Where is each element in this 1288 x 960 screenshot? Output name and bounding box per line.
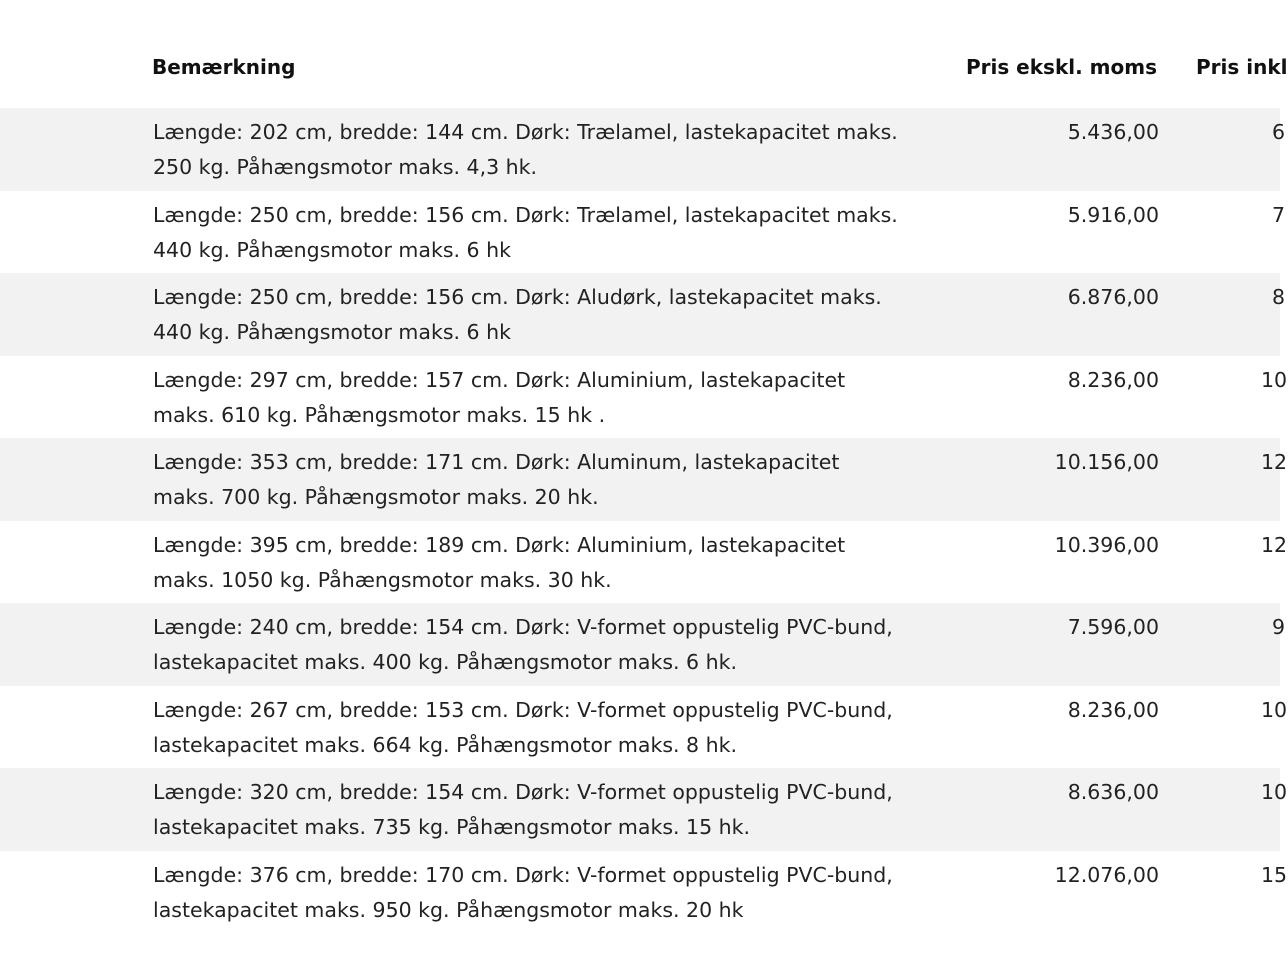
row-remark-line: lastekapacitet maks. 735 kg. Påhængsmotor maks. 15 hk. [153,815,751,839]
row-remark-line: Længde: 297 cm, bredde: 157 cm. Dørk: Aluminium, lastekapacitet [153,367,846,392]
row-remark-line: lastekapacitet maks. 400 kg. Påhængsmotor maks. 6 hk. [153,650,737,674]
row-remark-line: Længde: 376 cm, bredde: 170 cm. Dørk: V-formet oppustelig PVC-bund, [153,862,893,887]
row-remark [153,858,953,928]
table-row [0,686,1288,769]
column-header-price-incl: Pris inkl [1196,55,1288,79]
table-row [0,273,1286,356]
row-remark [153,198,953,268]
table-row [0,438,1288,521]
row-remark-line: Længde: 250 cm, bredde: 156 cm. Dørk: Aludørk, lastekapacitet maks. [153,285,882,309]
row-remark [153,280,953,350]
row-price-incl: 10 [1261,697,1288,722]
row-price-incl: 12 [1261,532,1288,557]
row-remark-line: 250 kg. Påhængsmotor maks. 4,3 hk. [153,155,538,179]
row-price-excl: 8.636,00 [1067,780,1159,804]
row-remark [153,528,953,598]
table-row [0,356,1288,439]
row-remark-line: Længde: 395 cm, bredde: 189 cm. Dørk: Aluminium, lastekapacitet [153,532,846,557]
column-header-remark: Bemærkning [152,55,296,79]
row-price-incl: 8 [1272,285,1286,309]
row-price-incl: 10 [1261,367,1288,392]
row-remark-line: 440 kg. Påhængsmotor maks. 6 hk [153,320,511,344]
table-row [0,108,1286,191]
row-price-excl: 8.236,00 [1067,367,1159,392]
table-row [0,603,1286,686]
row-price-excl: 5.916,00 [1067,202,1159,227]
row-remark [153,445,953,515]
table-row [0,768,1288,851]
row-price-incl: 12 [1261,450,1288,474]
row-remark-line: maks. 1050 kg. Påhængsmotor maks. 30 hk. [153,567,612,592]
row-remark-line: Længde: 320 cm, bredde: 154 cm. Dørk: V-formet oppustelig PVC-bund, [153,780,893,804]
row-remark-line: Længde: 240 cm, bredde: 154 cm. Dørk: V-formet oppustelig PVC-bund, [153,615,893,639]
row-price-incl: 7 [1272,202,1286,227]
row-remark-line: maks. 610 kg. Påhængsmotor maks. 15 hk . [153,402,606,427]
row-price-incl: 6 [1272,120,1286,144]
row-remark [153,693,953,763]
row-price-incl: 9 [1272,615,1286,639]
table-row [0,521,1288,604]
row-remark-line: lastekapacitet maks. 664 kg. Påhængsmotor maks. 8 hk. [153,732,737,757]
row-remark-line: maks. 700 kg. Påhængsmotor maks. 20 hk. [153,485,599,509]
table-header [0,0,1288,108]
row-price-excl: 7.596,00 [1067,615,1159,639]
row-remark [153,610,953,680]
row-remark [153,363,953,433]
row-remark-line: Længde: 353 cm, bredde: 171 cm. Dørk: Aluminum, lastekapacitet [153,450,840,474]
row-price-incl: 10 [1261,780,1288,804]
row-remark-line: Længde: 202 cm, bredde: 144 cm. Dørk: Trælamel, lastekapacitet maks. [153,120,898,144]
row-remark [153,115,953,185]
table-row [0,851,1288,934]
row-remark-line: lastekapacitet maks. 950 kg. Påhængsmotor maks. 20 hk [153,897,744,922]
table-row [0,191,1286,274]
column-header-price-excl: Pris ekskl. moms [965,55,1157,79]
row-price-excl: 6.876,00 [1067,285,1159,309]
row-price-excl: 5.436,00 [1067,120,1159,144]
row-remark-line: 440 kg. Påhængsmotor maks. 6 hk [153,237,511,262]
row-price-excl: 10.156,00 [1054,450,1159,474]
row-remark-line: Længde: 267 cm, bredde: 153 cm. Dørk: V-formet oppustelig PVC-bund, [153,697,893,722]
row-remark-line: Længde: 250 cm, bredde: 156 cm. Dørk: Trælamel, lastekapacitet maks. [153,202,898,227]
row-price-excl: 10.396,00 [1054,532,1159,557]
table-body [0,108,1288,933]
row-price-excl: 12.076,00 [1054,862,1159,887]
row-price-incl: 15 [1261,862,1288,887]
row-remark [153,775,953,845]
row-price-excl: 8.236,00 [1067,697,1159,722]
